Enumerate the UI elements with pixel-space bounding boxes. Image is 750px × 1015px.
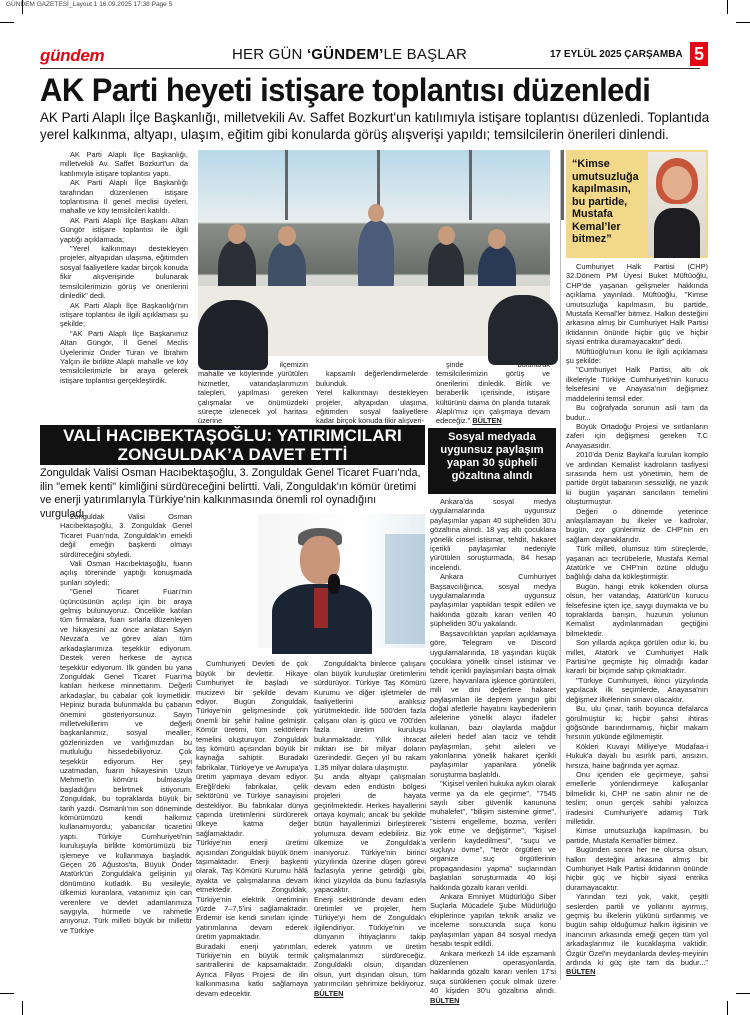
paragraph: Ankara'da sosyal medya uygulamalarında uygunsuz paylaşımlar yapan 40 süpheliden 30'u gözaltına alındı. 18 yaş altı çocuklara yönelik cinsel istismar, tehdit, hakaret içerikli paylaşımlar nedeniyle yürütülen soruşturmada, 84 hesap incelendi. — [430, 497, 556, 572]
brand-logo: gündem — [40, 46, 105, 65]
crop-mark — [727, 0, 728, 14]
paragraph: Başsavcılıktan yapılan açıklamaya göre, Telegram ve Discord uygulamalarında, 18 yaşından küçük çocuklara yönelik cinsel istismar ve tehdit içerikli paylaşımları başta olmak üzere, hayvanlara işkence görüntüleri, mili ve dini değerlere hakaret paylaşımları ile deprem yangın gibi doğal afetlerle hayatını kaybedenlerin ailelerine yönelik alaycı ifadeler kullanan, bazı olaylarda mağdur aileleri hedef alan taciz ve tehdit paylaşımları, şehit aileleri ve yakınlarına yönelik hakaret içerikli paylaşımlar yapanlara yönelik soruşturma başlatıldı. — [430, 628, 556, 779]
lead-deck: AK Parti Alaplı İlçe Başkanlığı, milletvekili Av. Saffet Bozkurt'un katılımıyla istişare toplantısı düzenledi. Toplantıda yerel kalkınma, altyapı, ulaşım, eğitim gibi konularda görüş alışverişi yapıldı; temsilcilerin önerileri dinlendi. — [40, 110, 710, 142]
byline: BÜLTEN — [314, 988, 344, 998]
byline: BÜLTEN — [472, 416, 502, 426]
paragraph: AK Parti Alaplı İlçe Başkanlığı, milletvekili Av. Saffet Bozkurt'un da katılımıyla istişare toplantısı yaptı. — [60, 150, 188, 178]
paragraph: Yarından tezi yok, vakit, çeşitli seslerden partili ve yollarını ayırmış, geçmiş bu ilkelerin yükünü sırtlanmış ve bugün sahip olduğumuz halkın ilgisinin ve inancının arkasında emeği geçen tüm yol arkadaşlarımız ile kucaklaşma vaktidir. Özgür Özel'in meydanlarda devleş-meyinin ardında ki güç işte tam da budur..." BÜLTEN — [566, 892, 708, 977]
crop-mark — [0, 993, 14, 994]
lead-column-4 — [436, 360, 550, 426]
lead-column-2 — [198, 360, 308, 426]
paragraph: "AK Parti Alaplı İlçe Başkanımız Altan Güngör, İl Genel Meclis Üyelerimiz Önder Turan ve İbrahim Yalçın ile birlikte Alaplı mahalle ve köy temsilcilerimizle bir araya gelerek istişare toplantısı gerçekleştirdik. — [60, 328, 188, 385]
paragraph: "Genel Ticaret Fuarı'nın üçüncüsünün açılışı için bir araya gelmiş bulunuyoruz. Öncelikle katılan tüm firmalara, fuarı sırlarla düzenleyen ve hikayesini az önce anlatan Sayın Nevzat'a ve görev alan tüm arkadaşlarımıza teşekkür ediyorum. Destek veren herkese de ayrıca teşekkür ediyorum. İlk günden bu yana Zonguldak Genel Ticaret Fuarı'na katılan herkese minnettarım. Değerli arkadaşlar, bu çabalar çok kıymetlidir. Hepiniz burada bulunmakla bu çabanın önemini gösteriyorsunuz. Sayın milletvekillerim ve değerli başkanlarımız, sosyal mealler; gözlerinizden ve varlığınızdan bu mutluluğu hissedebiliyoruz. Çok teşekkür ediyorum. Her şeyi uzatmadan, fuarın hikayesinin Uzun Mehmet'in kömürü bulmasıyla başladığını belirtmek istiyorum. Zonguldak, bu topraklarda büyük bir tarih yazdı. Osmanlı'nın son döneminde kömürümüzü kendi halkımız kullanamıyordu; yabancılar ticaretini yaptı. Türkiye Cumhuriyeti'nin kuruluşuyla birlikte kömürümüzü biz işlemeye ve kullanmaya başladık. Geçen 26 Ağustos'ta, Büyük Önder Atatürk'ün Zonguldak'a gelişinin yıl dönümünü kutladık. Bu vesileyle, ülkemizi kuranlara, vatanımız için can verenlere ve devlet adamlarımıza saygıyla, hürmetle ve rahmetle anıyoruz. Türk milleti büyük bir millettir ve Türkiye — [60, 587, 192, 935]
social-headline: Sosyal medyada uygunsuz paylaşım yapan 30 şüpheli gözaltına alındı — [428, 428, 556, 494]
paragraph: Ankara Cumhuriyet Başsavcılığınca, sosyal medya uygulamalarında uygunsuz paylaşımlar yaptıkları tespit edilen ve hakkında gözaltı kararı verilen 40 şüpheliden 30'u yakalandı. — [430, 572, 556, 629]
paragraph: Zonguldak Valisi Osman Hacıbektaşoğlu, 3. Zonguldak Genel Ticaret Fuarı'nda, Zonguldak'ın emekli değil emeğin başkenti olmayı sürdüreceğini söyledi. — [60, 512, 192, 559]
paragraph: "Yerel kalkınmayı destekleyen projeler, altyapıdan ulaşıma, eğitimden sosyal faaliyetlere kadar birçok konuda fikir alışverişinde bulunarak temsilcilerimizin görüş ve önerilerini dinledik" dedi. — [60, 244, 188, 301]
zonguldak-headline: VALİ HACIBEKTAŞOĞLU: YATIRIMCILARI ZONGULDAK’A DAVET ETTİ — [40, 425, 425, 465]
print-slug: GÜNDEM GAZETESİ_Layout 1 16.09.2025 17:38 Page 5 — [6, 1, 173, 8]
paragraph: Bugünden sonra her ne olursa olsun, halkın desteğini arkasına almış bir Cumhuriyet Halk Partisi iktidarının önünde hiçbir güç ve hiçbir siyasi entrika duramayacaktır. — [566, 845, 708, 892]
paragraph: Bu, ulu çınar, tarih boyunca defalarca görülmüştür ki; hiçbir şahsi ihtiras göğsünde barındırmamış, hiçbir makam hırsının yükünde eğilmemiştir. — [566, 704, 708, 742]
paragraph: 2010'da Deniz Baykal'a kurulan komplo ve ardından Kemalist kadroların tasfiyesi sırasında hem ust yönetimin, hem de partide örgüt tabanının sessizliği, ne yazık ki bugün yaşanan sancıların temelini oluşturmuştur. — [566, 450, 708, 507]
paragraph: AK Parti Alaplı İlçe Başkanlığı tarafından düzenlenen istişare toplantısına İl genel meclisi üyeleri, mahalle ve köy temsilcileri katıldı. — [60, 178, 188, 216]
lead-column-1 — [60, 150, 188, 420]
paragraph: Cumhuriyeti Devleti de çok büyük bir devlettir. Hikaye Cumhuriyet ile başladı ve mucizevi bir şekilde devam ediyor. Bugün Zonguldak, Türkiye'nin gelişmesinde çok önemli bir şehir haline gelmiştir. Kömür üretimi, tüm sektörlerin temelini oluşturuyor. Zonguldak taş kömürü açısından büyük bir kaynağa sahiptir. Buradaki fabrikalar, Türkiye'ye ve Avrupa'ya üretim yapmaya devam ediyor. Ereğli'deki fabrikalar, çelik sektörünü ve Türkiye sanayisini destekliyor. Bu fabrikalar dünya çapında üretimlerini sürdürerek ülkeye katma değer sağlamaktadır. Türkiye'nin enerji üretimi açısından Zonguldak büyük önem taşımaktadır. Enerji başkenti olarak, Taş Kömürü Kurumu hâlâ ayakta ve çalışmalarına devam etmektedir. Zonguldak, Türkiye'nin elektrik üretiminin yüzde 7–7,5'ini sağlamaktadır. Erdemir ise kendi sınırları içinde yatırımlarına devam ederek üretim yapmaktadır. Buradaki enerji yatırımları, Türkiye'nin en büyük termik santrallerini de kapsamaktadır. Ayrıca Filyos Projesi de ilin kalkınmasına katkı sağlamaya devam edecektir. — [196, 659, 308, 998]
zonguldak-column-1 — [60, 512, 192, 982]
zonguldak-column-2 — [196, 650, 308, 998]
slogan: HER GÜN ‘GÜNDEM’LE BAŞLAR — [232, 46, 468, 63]
right-story — [566, 262, 708, 977]
crop-mark — [736, 22, 750, 23]
paragraph: Toplantımızda; ilçemizin mahalle ve köylerinde yürütülen hizmetler, vatandaşlarımızın talepleri, yapılması gereken çalışmalar ve önümüzdeki süreçte izlenecek yol haritası üzerine — [198, 360, 308, 426]
paragraph: kapsamlı değerlendirmelerde bulunduk. Yerel kalkınmayı destekleyen projeler, altyapıdan ulaşıma, eğitimden sosyal faaliyetlere kadar birçok konuda fikir alışveri- — [316, 369, 428, 426]
pull-quote: “Kimse umutsuzluğa kapılmasın, bu partide, Mustafa Kemal’ler bitmez” — [572, 158, 639, 245]
paragraph: Ankara Emniyet Müdürlüğü Siber Suçlarla Mücadele Şube Müdürlüğü ekiplerince yapılan teknik analiz ve inceleme sonucunda suça konu paylaşımları yapan 84 sosyal medya hesabı tespit edildi. — [430, 892, 556, 949]
lead-column-3 — [316, 360, 428, 426]
zonguldak-deck: Zonguldak Valisi Osman Hacıbektaşoğlu, 3. Zonguldak Genel Ticaret Fuarı'nda, ilin "emek kenti" kimliğini sürdüreceğini belirtti. Vali, Zonguldak'ın kömür üretimi ve enerji yatırımlarıyla Türkiye'nin kalkınmasında önemli rol oynadığını vurguladı. — [40, 467, 421, 520]
paragraph: Onu içeriden ele geçirmeye, şahsi emellerle yönlendirmeye kalkışanlar bilmelidir ki, CHP ne satın alınır ne de teslim; onun gerçek sahibi yalnızca iradesini Cumhuriyet'e adamış Türk milletidir. — [566, 769, 708, 826]
paragraph: Ankara merkezli 14 ilde eşzamanlı düzenlenen operasyonlarda, haklarında gözaltı kararı verilen 17'si suça sürüklenen çocuk olmak üzere 40 kişiden 30'u gözaltına alındı. BÜLTEN — [430, 948, 556, 1005]
crop-mark — [736, 993, 750, 994]
zonguldak-column-3 — [314, 650, 426, 998]
column-rule — [560, 150, 561, 980]
paragraph: Kökleri Kuvayi Milliye'ye Müdafaa-i Hukuk'a dayalı bu asırlık parti, ansızın, hırsıza, haine bağrında yer açmaz. — [566, 741, 708, 770]
paragraph: Cumhuriyet Halk Partisi (CHP) 32.Dönem PM Üyesi Buket Müftüoğlu, CHP'de yaşanan gelişmeler hakkında açıklama yayınladı. Müftüoğlu, "Kimse umutsuzluğa kapılmasın, bu partide, Mustafa Kemal'ler bitmez. Halkın desteğini arkasına almış bir Cumhuriyet Halk Partisi iktidarının önünde hiçbir güç ve hiçbir siyasi entrika duramayacaktır" dedi. — [566, 262, 708, 347]
paragraph: "Türkiye Cumhuriyeti, ikinci yüzyılında yapılacak ilk seçimlerde, Anayasa'nın değişmez ilkelerinin sınavı olacaktır. — [566, 675, 708, 704]
paragraph: Bu coğrafyada sorunun asli tam da budur... — [566, 403, 708, 422]
portrait-photo — [648, 152, 706, 256]
paragraph: Türk milleti, olumsuz tüm süreçlerde, yaşanan acı tecrübelerle, Mustafa Kemal Atatürk'e ve CHP'nin özüne olduğu bağlılığı daha da kökleştirmiştir. — [566, 544, 708, 582]
paragraph: "Cumhuriyet Halk Partisi, altı ok ilkeleriyle Türkiye Cumhuriyeti'nin kurucu felsefesini ve Anayasa'nın değişmez maddelerini temsil eder. — [566, 365, 708, 403]
byline: BÜLTEN — [566, 967, 596, 977]
lead-headline: AK Parti heyeti istişare toplantısı düzenledi — [40, 72, 651, 108]
meeting-photo — [198, 150, 550, 356]
crop-mark — [727, 1001, 728, 1015]
paragraph: Bugün, hangi etnik kökenden olursa olsun, her vatandaş, Atatürk'ün kurucu felsefesine içten içe, saygı duymakta ve bu topraklarda barışın, huzurun yolunun Kemalist aydınlanmadan geçtiğini bilmektedir. — [566, 581, 708, 638]
paragraph: "Kişisel verileri hukuka aykırı olarak verme ya da ele geçirme", "7545 sayılı siber güvenlik kanununa muhalefet", "bilişim sistemine girme", "sistemi engelleme, bozma, verileri yok etme ve değiştirme", "kişisel verilerin kaydedilmesi", "suçu ve suçluyu övme", "terör örgütleri ve organize suç örgütlerinin propagandasını yapma" suçlarından başlatılan soruşturmada 40 kişi hakkında gözaltı kararı verildi. — [430, 779, 556, 892]
paragraph: AK Parti Alaplı İlçe Başkanı Altan Güngör istişare toplantısı ile ilgili yaptığı açıklamada; — [60, 215, 188, 244]
paragraph: Kimse umutsuzluğa kapılmasın, bu partide, Mustafa Kemal'ler bitmez. — [566, 826, 708, 845]
page-number: 5 — [690, 42, 708, 66]
byline: BÜLTEN — [430, 995, 460, 1005]
paragraph: Büyük Ortadoğu Projesi ve sırtlanların zaferi için değişmesi gereken T.C Anayasasıdır. — [566, 421, 708, 450]
crop-mark — [22, 1001, 23, 1015]
paragraph: Son yıllarda açıkça görülen odur ki, bu millet, Atatürk ve Cumhuriyet Halk Partisi'ne geçmişte hiç olmadığı kadar kararlı bir biçimde sahip çıkmaktadır. — [566, 638, 708, 676]
paragraph: AK Parti Alaplı İlçe Başkanlığı'nın istişare toplantısı ile ilgili açıklaması şu şekilde; — [60, 300, 188, 329]
paragraph: Müftüoğlu'nun konu ile ilgili açıklaması şu şekilde: — [566, 346, 708, 366]
social-story — [430, 497, 556, 1005]
paragraph: Vali Osman Hacıbektaşoğlu, fuarın açılış töreninde yaptığı konuşmada şunları söyledi; — [60, 559, 192, 587]
paragraph: şinde bulunarak temsilcilerimizin görüş ve önerilerini dinledik. Birlik ve beraberlik içerisinde, istişare kültürünü daima ön planda tutarak Alaplı'mız için çalışmaya devam edeceğiz." BÜLTEN — [436, 360, 550, 426]
paragraph: Zonguldak'ta binlerce çalışanı olan büyük kuruluşlar üretimlerini sürdürüyor. Türkiye Taş Kömürü Kurumu ve diğer işletmeler de faaliyetlerini aralıksız yürütmektedir. İlde 500'den fazla çalışanı olan iş gücü ve 700'den fazla üretim kuruluşu bulunmaktadır. Yıllık ihracat miktarı ise bir milyar doların üzerindedir. Geçen yıl bu rakam 1,35 milyar dolara ulaşmıştır. Şu anda altyapı çalışmaları devam eden endüstri bölgesi projeleri de hayata geçirilmektedir. Herkes hayallerini ortaya koymalı; ancak bu şekilde bütün hayallerimizi birleştirerek yolumuza devam edebiliriz. Biz ülkemize ve Zonguldak'a inanıyoruz. Türkiye'nin birinci yüzyılında üzerine düşen görevi fazlasıyla yerine getirdiği gibi, ikinci yüzyılda da bunu fazlasıyla yapacaktır. Enerji sektöründe devam eden üretimler ve projeler, hem Türkiye'yi hem de Zonguldak'ı ilgilendiriyor. Türkiye'nin ve dünyanın ihtiyaçlarını takip ederek yatırım ve üretim çalışmalarımızı sürdüreceğiz. Zonguldaklı olsun, dışarıdan olsun, yurt dışından olsun, tüm yatırımcıları şehrimize bekliyoruz. BÜLTEN — [314, 659, 426, 998]
crop-mark — [0, 22, 14, 23]
governor-photo — [258, 514, 425, 648]
issue-date: 17 EYLÜL 2025 ÇARŞAMBA — [550, 49, 683, 60]
masthead-rule — [40, 68, 700, 69]
paragraph: Değeri o dönemde yeterince anlaşılamayan bu ilkeler ve kadrolar, bugün, zor günlerimiz de CHP'nin en sağlam dayanaklarıdır. — [566, 506, 708, 544]
